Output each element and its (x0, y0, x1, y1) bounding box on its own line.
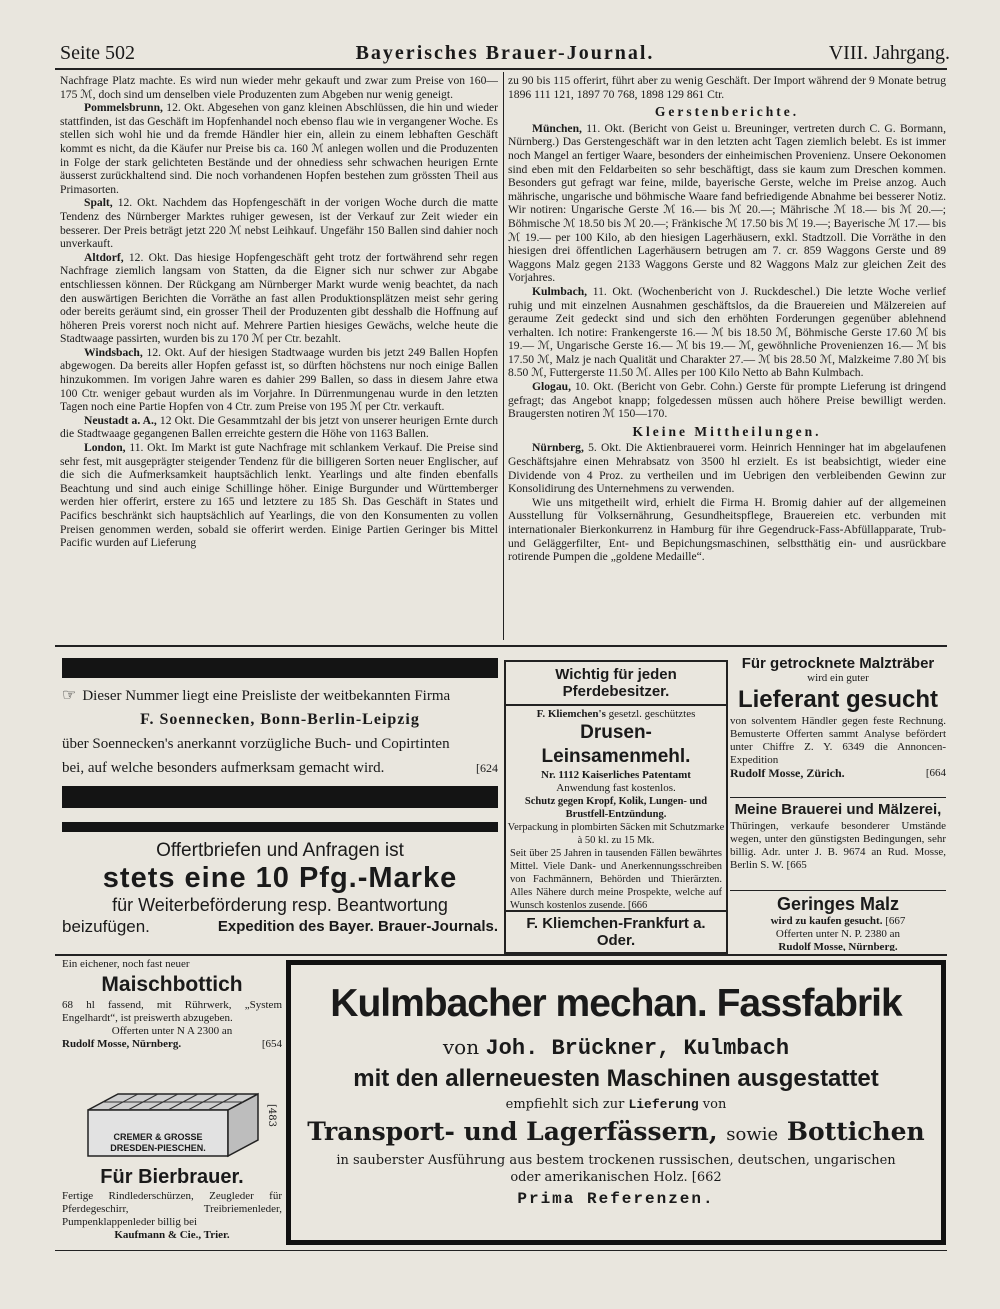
black-bar (62, 786, 498, 808)
ad-line: Kaufmann & Cie., Trier. (114, 1229, 230, 1241)
ad-line: für Weiterbeförderung resp. Beantwortung (112, 895, 448, 915)
ad-headline: Geringes Malz (776, 894, 900, 914)
ad-line: Prima Referenzen. (517, 1190, 715, 1208)
right-column (508, 74, 946, 642)
journal-title: Bayerisches Brauer-Journal. (355, 42, 655, 64)
left-column (60, 74, 498, 642)
ad-line: Offerten unter N A 2300 an (111, 1025, 233, 1037)
section-heading: Kleine Mittheilungen. (632, 423, 822, 439)
ads-rule (55, 645, 947, 647)
ad-headline: Meine Brauerei und Mälzerei, (734, 801, 942, 818)
pointing-hand-icon: ☞ (62, 687, 77, 704)
ads-rule (55, 954, 947, 956)
ad-fassfabrik (286, 960, 946, 1245)
ad-line: Transport- und Lagerfässern, sowie Bottichen (307, 1117, 925, 1146)
report-kulmbach: Kulmbach, 11. Okt. (Wochenbericht von J. Ruckdeschel.) Die letzte Woche verlief ruhig und mit einzelnen Ausnahmen geschäftslos, da die Brauereien und Mälzereien auf geraume Zeit gedeckt sind und sich den erhöhten Forderungen gegenüber ablehnend verhalten. Ich notire: Frankengerste 16.— ℳ bis 18.50 ℳ, Böhmische Gerste 17.60 ℳ bis 19.— ℳ, Ungarische Gerste 16.— ℳ bis 19.— ℳ, gewöhnliche Provenienzen 16.— ℳ bis 17.50 ℳ, Malz je nach Qualität und Charakter 27.— ℳ bis 28.50 ℳ, Malzkeime 7.80 ℳ bis 8.50 ℳ, Futtergerste 11.50 ℳ. Alles per 100 Kilo Netto ab Bahn Kulmbach. (508, 284, 946, 380)
paragraph: zu 90 bis 115 offerirt, führt aber zu wenig Geschäft. Der Import während der 9 Monate betrug 1896 111 121, 1897 70 768, 1898 129 861 Ctr. (508, 74, 946, 101)
volume-label: VIII. Jahrgang. (828, 42, 950, 64)
report-pommelsbrunn: Pommelsbrunn, 12. Okt. Abgesehen von ganz kleinen Abschlüssen, die hin und wieder stattfinden, ist das Geschäft im Hopfenhandel noch ebenso flau wie in vergangener Woche. Es stellen sich wohl hie und da fremde Händler hier ein, allein zu einem lebhaften Geschäft kommt es nicht, da die Käufer nur Preise bis ca. 160 ℳ anlegen wollen und die Produzenten in Folge der stark gelichteten Bestände und der ohnediess sehr schwachen heurigen Ernte äusserst zurückhaltend sind. Die noch vorhandenen Hopfen bestehen zum grössten Theil aus Primasorten. (60, 101, 498, 196)
ad-line: Rudolf Mosse, Nürnberg. (778, 941, 898, 951)
ad-product: Drusen-Leinsamenmehl. (541, 722, 691, 767)
ad-line: Rudolf Mosse, Zürich. [664 (730, 766, 946, 780)
ad-line: wird ein guter (807, 672, 869, 684)
report-neustadt: Neustadt a. A., 12 Okt. Die Gesammtzahl der bis jetzt von unserer heurigen Ernte durch die Stadtwaage gegangenen Ballen erreichte gestern die Höhe von 1163 Ballen. (60, 413, 498, 441)
ad-line: Schutz gegen Kropf, Kolik, Lungen- und Brustfell-Entzündung. (524, 796, 708, 820)
page-number: Seite 502 (60, 42, 135, 64)
black-bar (62, 822, 498, 832)
ad-line: über Soennecken's anerkannt vorzügliche Buch- und Copirtinten (62, 736, 450, 752)
paragraph: Nachfrage Platz machte. Es wird nun wieder mehr gekauft und zwar zum Preise von 160—175 ℳ, doch sind um denselben viele Produzenten zum Abgeben nur wenig geneigt. (60, 74, 498, 101)
black-bar (62, 658, 498, 678)
ad-highlight: stets eine 10 Pfg.-Marke (102, 862, 458, 894)
ad-line: F. Kliemchen's gesetzl. geschütztes (536, 708, 696, 720)
ad-headline: Wichtig für jeden Pferdebesitzer. (506, 662, 726, 706)
page-header (60, 40, 950, 66)
ad-divider (730, 797, 946, 798)
ad-line: Ein eichener, noch fast neuer (62, 958, 190, 970)
ad-line: Thüringen, verkaufe besonderer Umstände wegen, unter den günstigsten Bedingungen, sehr billig. Adr. unter J. B. 9674 an Rud. Mosse, Berlin S. W. [665 (730, 820, 946, 871)
report-altdorf: Altdorf, 12. Okt. Das hiesige Hopfengeschäft geht trotz der fortwährend sehr regen Nachfrage ziemlich langsam von Statten, da die Eigner sich nur schwer zur Abgabe entschliessen können. Der Rückgang am Nürnberger Markt wurde wenig beachtet, da nach den auswärtigen Berichten die Vorräthe an fast allen Produktionsplätzen meist sehr gering oder bereits geräumt sind, ein grosser Theil der Produzenten gibt desshalb die Hoffnung auf höheren Preis vorerst noch nicht auf. Mehrere Partien hiesiges Gewächs, welche heute die Stadtwaage passirten, wurden bis zu 170 ℳ per Ctr. bezahlt. (60, 250, 498, 346)
header-rule (55, 68, 947, 70)
paragraph: Wie uns mitgetheilt wird, erhielt die Firma H. Bromig dahier auf der allgemeinen Ausstellung für Volksernährung, Gesundheitspflege, Brauereien etc. verbunden mit internationaler Bierkonkurrenz in Hamburg für ihre Gegendruck-Fass-Abfüllapparate, Trub- und Geläggerfilter, Ent- und Bepichungsmaschinen, selbstthätig ein- und ausrückbare rotirende Pumpen die „goldene Medaille“. (508, 495, 946, 564)
section-heading: Gerstenberichte. (654, 104, 800, 120)
ad-soennecken (62, 684, 498, 784)
ad-offertbriefen (62, 836, 498, 944)
report-glogau: Glogau, 10. Okt. (Bericht von Gebr. Cohn.) Gerste für prompte Lieferung ist dringend gefragt; das Angebot knapp; folgedessen müssen auch höhere Preise bewilligt werden. Braugersten notiren ℳ 150—170. (508, 380, 946, 421)
report-spalt: Spalt, 12. Okt. Nachdem das Hopfengeschäft in der vorigen Woche durch die matte Tendenz des Nürnberger Marktes ruhiger gewesen, ist der Verkauf zur Zeit wieder ein besserer. Der Preis beträgt jetzt 220 ℳ nebst Leihkauf. Ungefähr 150 Ballen sind dahier noch unverkauft. (60, 196, 498, 251)
ad-pferdebesitzer (504, 660, 728, 954)
ad-bierbrauer (62, 1164, 282, 1244)
ad-line: 68 hl fassend, mit Rührwerk, „System Engelhardt“, ist preiswerth abzugeben. (62, 999, 282, 1024)
ad-maischbottich (62, 958, 282, 1088)
ad-malz (730, 893, 946, 951)
ad-line: bei, auf welche besonders aufmerksam gemacht wird. [624 (62, 760, 498, 776)
ad-line: Rudolf Mosse, Nürnberg. [654 (62, 1038, 282, 1050)
ad-big-title: Lieferant gesucht (737, 686, 939, 713)
ad-line: Anwendung fast kostenlos. (556, 782, 676, 794)
column-divider (503, 72, 504, 640)
ad-headline: Maischbottich (101, 973, 243, 996)
ad-brauerei (730, 800, 946, 890)
bottom-rule (55, 1250, 947, 1251)
ad-footer: F. Kliemchen-Frankfurt a. Oder. (506, 910, 726, 952)
crate-label: CREMER & GROSSE DRESDEN-PIESCHEN. (110, 1132, 206, 1153)
ad-line: Verpackung in plombirten Säcken mit Schutzmarke à 50 kl. zu 15 Mk. (507, 822, 725, 846)
ad-line: beizufügen. Expedition des Bayer. Brauer-Journals. (62, 917, 498, 936)
ad-divider (730, 890, 946, 891)
ad-line: ☞ Dieser Nummer liegt eine Preisliste der weitbekannten Firma (62, 687, 451, 704)
ad-cremer-grosse (62, 1090, 282, 1162)
report-nuernberg: Nürnberg, 5. Okt. Die Aktienbrauerei vorm. Heinrich Henninger hat im abgelaufenen Geschäftsjahre einen Mehrabsatz von 3500 hl erzielt. Es ist beabsichtigt, wieder eine Dividende von 4 Proz. zu vertheilen und im Uebrigen den verbleibenden Gewinn zur Konsolidirung des Unternehmens zu verwenden. (508, 441, 946, 496)
ad-line: Offerten unter N. P. 2380 an (775, 928, 901, 940)
ad-firm-name: F. Soennecken, Bonn-Berlin-Leipzig (140, 711, 420, 728)
ad-line: empfiehlt sich zur Lieferung von (505, 1097, 727, 1112)
ad-line: von Joh. Brückner, Kulmbach (442, 1035, 790, 1061)
ad-line: Nr. 1112 Kaiserliches Patentamt (541, 769, 691, 781)
ad-line: in sauberster Ausführung aus bestem trockenen russischen, deutschen, ungarischen oder amerikanischen Holz. [662 (336, 1153, 896, 1185)
report-windsbach: Windsbach, 12. Okt. Auf der hiesigen Stadtwaage wurden bis jetzt 249 Ballen Hopfen abgewogen. Da bereits aller Hopfen gefasst ist, so dürften höchstens nur noch einige Ballen hinzukommen. Im vorigen Jahre waren es dahier 299 Ballen, so dass in diesem Jahre etwa 100 Ctr. weniger gebaut wurden als im Vorjahre. In Dürrenmungenau wurde in den letzten Tagen noch eine Partie Hopfen von 4 Ctr. zum Preise von 195 ℳ per Ctr. verkauft. (60, 345, 498, 414)
ad-headline: Für getrocknete Malzträber (741, 655, 935, 672)
ad-line: von solventem Händler gegen feste Rechnung. Bemusterte Offerten sammt Analyse befördert unter Chiffre Z. Y. 6349 die Annoncen-Expedition (730, 715, 946, 766)
report-london: London, 11. Okt. Im Markt ist gute Nachfrage mit schlankem Verkauf. Die Preise sind sehr fest, mit ausgeprägter steigender Tendenz für die billigeren Sorten neuer Englischer, auf die sich die Aufmerksamkeit hauptsächlich lenkt. Yearlings und alte finden ebenfalls Beachtung und sind auch einige Schillinge höher. Einige Burgunder und Württemberger werden hier offerirt, erstere zu 165 und letztere zu 185 Sh. Das Geschäft in States und Pacifics beschränkt sich hauptsächlich auf Yearlings, die von den Konsumenten zu vollen Preisen genommen werden, sobald sie offerirt werden. Einige Partien Geringer bis Mittel Pacific wurden auf Lieferung (60, 441, 498, 550)
ad-headline: Kulmbacher mechan. Fassfabrik (330, 982, 902, 1025)
ad-line: Seit über 25 Jahren in tausenden Fällen bewährtes Mittel. Viele Dank- und Anerkennungsschreiben von Fachmännern, Behörden und Thierärzten. Alles Nähere durch meine Prospekte, welche auf Wunsch kostenlos zusende. [666 (510, 848, 722, 911)
ad-malztraeber (730, 655, 946, 799)
side-ref: [483 (266, 1104, 277, 1127)
ad-line: mit den allerneuesten Maschinen ausgestattet (353, 1065, 879, 1092)
ad-line: Fertige Rindlederschürzen, Zeugleder für Pferdegeschirr, Treibriemenleder, Pumpenklappenleder billig bei (62, 1190, 282, 1228)
ad-line: Offertbriefen und Anfragen ist (156, 840, 404, 861)
ad-headline: Für Bierbrauer. (100, 1166, 244, 1188)
report-muenchen: München, 11. Okt. (Bericht von Geist u. Breuninger, vertreten durch C. G. Bormann, Nürnberg.) Das Gerstengeschäft war in den letzten acht Tagen ziemlich belebt. Es ist immer noch Mangel an fertiger Waare, besonders der einheimischen Provenienz. Unsere Oekonomen sind eben mit den Feldarbeiten so sehr beschäftigt, dass sie kaum zum Dreschen kommen. Besonders gut gefragt war feine, milde, bayerische Gerste, welche im Preise anzog. Auch mährische, ungarische und böhmische Waare fand befriedigende Abnahme bei besserer Notiz. Wir notiren: Ungarische Gerste ℳ 16.— bis ℳ 20.—; Mährische ℳ 18.— bis ℳ 20.—; Böhmische ℳ 18.50 bis ℳ 20.—; Fränkische ℳ 17.50 bis ℳ 19.—; Bayerische ℳ 17.— bis ℳ 19.— per 100 Kilo, ab den hiesigen Lagerhäusern, exkl. Stadtzoll. Die Vorräthe in den hiesigen drei öffentlichen Lagerhäusern betrugen am 7. cr. 859 Waggons Gerste und 89 Waggons Malz gegen 2133 Waggons Gerste und 82 Waggons Malz zur gleichen Zeit des Vorjahres. (508, 121, 946, 285)
ad-line: wird zu kaufen gesucht. [667 (770, 915, 906, 927)
